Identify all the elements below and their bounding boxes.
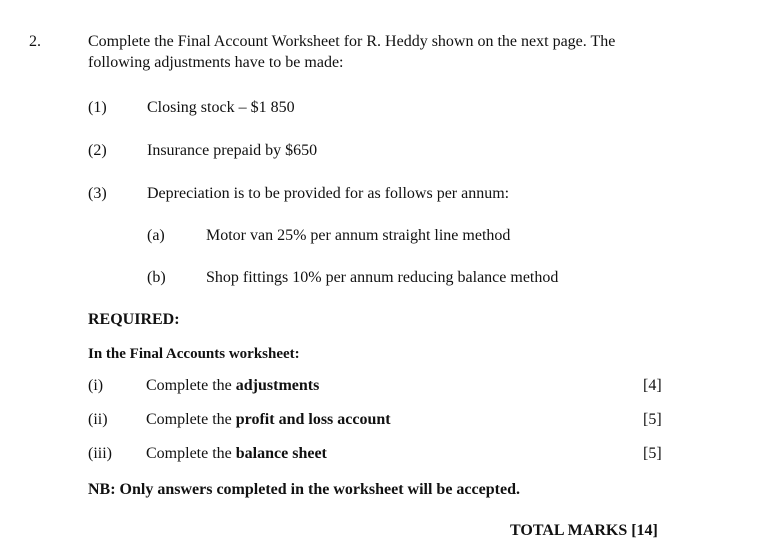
required-heading: REQUIRED: [88, 311, 180, 328]
depreciation-motor-van: Motor van 25% per annum straight line method [206, 227, 511, 244]
intro-line-2: following adjustments have to be made: [88, 54, 344, 71]
adjustment-number: (3) [88, 185, 107, 202]
adjustment-closing-stock: Closing stock – $1 850 [147, 99, 295, 116]
adjustment-insurance: Insurance prepaid by $650 [147, 142, 318, 159]
task-marks: [5] [643, 445, 662, 462]
task-prefix: Complete the [146, 411, 236, 428]
depreciation-shop-fittings: Shop fittings 10% per annum reducing balance method [206, 269, 559, 286]
task-number: (iii) [88, 445, 112, 462]
task-marks: [4] [643, 377, 662, 394]
task-adjustments [146, 376, 319, 396]
adjustment-number: (2) [88, 142, 107, 159]
total-marks: TOTAL MARKS [14] [510, 522, 658, 539]
required-subheading: In the Final Accounts worksheet: [88, 346, 300, 362]
nb-note: NB: Only answers completed in the worksheet will be accepted. [88, 481, 520, 498]
task-prefix: Complete the [146, 377, 236, 394]
task-bold: adjustments [235, 377, 320, 394]
adjustment-number: (1) [88, 99, 107, 116]
task-profit-loss [146, 410, 391, 430]
intro-line-1: Complete the Final Account Worksheet for R. Heddy shown on the next page. The [88, 33, 616, 50]
task-bold: balance sheet [235, 445, 327, 462]
adjustment-depreciation: Depreciation is to be provided for as follows per annum: [147, 185, 510, 202]
depreciation-letter: (a) [147, 227, 165, 244]
task-prefix: Complete the [146, 445, 236, 462]
task-balance-sheet [146, 444, 327, 464]
depreciation-letter: (b) [147, 269, 166, 286]
task-marks: [5] [643, 411, 662, 428]
task-number: (i) [88, 377, 104, 394]
task-number: (ii) [88, 411, 108, 428]
task-bold: profit and loss account [235, 411, 391, 428]
question-number: 2. [29, 33, 41, 50]
